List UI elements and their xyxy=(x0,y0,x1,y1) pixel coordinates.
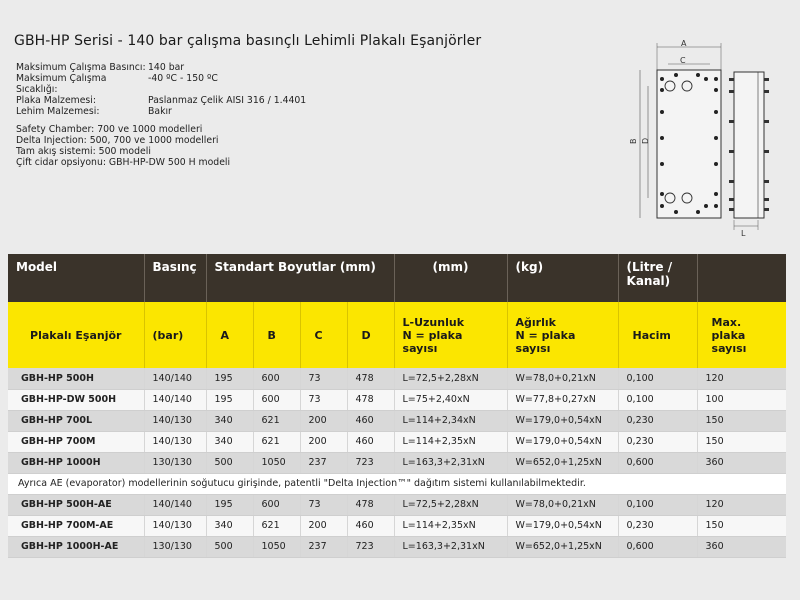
table-cell: W=78,0+0,21xN xyxy=(507,368,618,389)
table-cell: 120 xyxy=(697,494,786,515)
subheader-d: D xyxy=(347,302,394,368)
table-cell: 120 xyxy=(697,368,786,389)
table-row xyxy=(8,431,786,452)
table-row xyxy=(8,536,786,557)
subheader-volume: Hacim xyxy=(618,302,697,368)
model-cell: GBH-HP 700L xyxy=(8,410,144,431)
note-item: Safety Chamber: 700 ve 1000 modelleri xyxy=(16,124,203,135)
table-cell: 140/130 xyxy=(144,515,206,536)
table-cell: 723 xyxy=(347,452,394,473)
model-cell: GBH-HP 700M-AE xyxy=(8,515,144,536)
table-cell: 73 xyxy=(300,368,347,389)
notice-text: Ayrıca AE (evaporator) modellerinin soğutucu girişinde, patentli "Delta Injection™" dağıtım sistemi kullanılabilmektedir. xyxy=(8,473,786,494)
table-cell: 140/140 xyxy=(144,368,206,389)
table-cell: 150 xyxy=(697,515,786,536)
table-cell: W=179,0+0,54xN xyxy=(507,431,618,452)
table-row xyxy=(8,515,786,536)
header-empty xyxy=(697,254,786,302)
table-cell: L=114+2,34xN xyxy=(394,410,507,431)
spec-value: Paslanmaz Çelik AISI 316 / 1.4401 xyxy=(148,95,307,106)
table-row xyxy=(8,368,786,389)
table-cell: 130/130 xyxy=(144,536,206,557)
dim-label-c: C xyxy=(680,56,686,65)
table-cell: L=72,5+2,28xN xyxy=(394,368,507,389)
table-cell: 621 xyxy=(253,431,300,452)
table-cell: 0,100 xyxy=(618,368,697,389)
spec-row xyxy=(16,73,306,95)
table-cell: 140/140 xyxy=(144,494,206,515)
table-cell: L=114+2,35xN xyxy=(394,431,507,452)
model-cell: GBH-HP 1000H-AE xyxy=(8,536,144,557)
spec-row xyxy=(16,95,306,106)
table-cell: 621 xyxy=(253,410,300,431)
table-cell: 478 xyxy=(347,368,394,389)
product-table xyxy=(8,254,786,558)
note-item: Delta Injection: 500, 700 ve 1000 modelleri xyxy=(16,135,219,146)
page-title: GBH-HP Serisi - 140 bar çalışma basınçlı Lehimli Plakalı Eşanjörler xyxy=(14,33,482,49)
spec-row xyxy=(16,106,306,117)
table-cell: L=163,3+2,31xN xyxy=(394,452,507,473)
spec-row xyxy=(16,62,306,73)
table-cell: 340 xyxy=(206,431,253,452)
spec-key: Maksimum Çalışma Sıcaklığı: xyxy=(16,73,107,95)
spec-value: 140 bar xyxy=(148,62,185,73)
table-cell: 195 xyxy=(206,389,253,410)
subheader-plate-exchanger: Plakalı Eşanjör xyxy=(8,302,144,368)
note-item: Tam akış sistemi: 500 modeli xyxy=(16,146,151,157)
table-row xyxy=(8,452,786,473)
specs-list xyxy=(16,62,306,117)
table-cell: 100 xyxy=(697,389,786,410)
subheader-a: A xyxy=(206,302,253,368)
table-cell: 150 xyxy=(697,410,786,431)
table-cell: 200 xyxy=(300,431,347,452)
table-cell: 0,600 xyxy=(618,452,697,473)
subheader-b: B xyxy=(253,302,300,368)
table-row xyxy=(8,494,786,515)
table-cell: 600 xyxy=(253,389,300,410)
table-cell: 73 xyxy=(300,494,347,515)
table-cell: W=652,0+1,25xN xyxy=(507,536,618,557)
table-cell: 237 xyxy=(300,452,347,473)
table-cell: 130/130 xyxy=(144,452,206,473)
table-cell: 237 xyxy=(300,536,347,557)
table-cell: 0,230 xyxy=(618,515,697,536)
table-row xyxy=(8,410,786,431)
table-cell: 500 xyxy=(206,536,253,557)
header-model: Model xyxy=(8,254,144,302)
table-cell: 600 xyxy=(253,368,300,389)
table-cell: 0,230 xyxy=(618,431,697,452)
table-cell: 0,230 xyxy=(618,410,697,431)
table-cell: 200 xyxy=(300,410,347,431)
table-cell: 140/130 xyxy=(144,431,206,452)
dim-label-b: B xyxy=(629,138,638,144)
table-cell: 140/140 xyxy=(144,389,206,410)
header-standard-dimensions: Standart Boyutlar (mm) xyxy=(206,254,394,302)
table-cell: 460 xyxy=(347,431,394,452)
header-litre-channel: (Litre / Kanal) xyxy=(618,254,697,302)
table-cell: L=163,3+2,31xN xyxy=(394,536,507,557)
subheader-length: L-Uzunluk N = plaka sayısı xyxy=(394,302,507,368)
dim-label-a: A xyxy=(681,39,687,48)
model-cell: GBH-HP 700M xyxy=(8,431,144,452)
table-header-row xyxy=(8,254,786,302)
spec-value: -40 ºC - 150 ºC xyxy=(148,73,218,84)
model-cell: GBH-HP-DW 500H xyxy=(8,389,144,410)
table-cell: 200 xyxy=(300,515,347,536)
table-cell: 600 xyxy=(253,494,300,515)
model-cell: GBH-HP 1000H xyxy=(8,452,144,473)
subheader-bar: (bar) xyxy=(144,302,206,368)
spec-value: Bakır xyxy=(148,106,172,117)
heat-exchanger-diagram xyxy=(620,30,795,240)
dim-label-l: L xyxy=(741,229,746,238)
notes-list xyxy=(16,124,230,168)
model-cell: GBH-HP 500H-AE xyxy=(8,494,144,515)
dim-label-d: D xyxy=(641,137,650,144)
table-cell: 195 xyxy=(206,494,253,515)
table-cell: 1050 xyxy=(253,452,300,473)
table-cell: 150 xyxy=(697,431,786,452)
table-cell: 621 xyxy=(253,515,300,536)
table-cell: W=652,0+1,25xN xyxy=(507,452,618,473)
table-cell: 340 xyxy=(206,410,253,431)
subheader-weight: Ağırlık N = plaka sayısı xyxy=(507,302,618,368)
table-subheader-row xyxy=(8,302,786,368)
spec-key: Plaka Malzemesi: xyxy=(16,95,96,106)
subheader-max-plates: Max. plaka sayısı xyxy=(697,302,786,368)
table-cell: W=78,0+0,21xN xyxy=(507,494,618,515)
table-cell: L=114+2,35xN xyxy=(394,515,507,536)
spec-key: Lehim Malzemesi: xyxy=(16,106,100,117)
table-cell: W=77,8+0,27xN xyxy=(507,389,618,410)
header-kg: (kg) xyxy=(507,254,618,302)
table-row xyxy=(8,389,786,410)
table-cell: L=75+2,40xN xyxy=(394,389,507,410)
table-cell: 460 xyxy=(347,515,394,536)
table-cell: W=179,0+0,54xN xyxy=(507,515,618,536)
table-cell: 0,600 xyxy=(618,536,697,557)
table-cell: 0,100 xyxy=(618,494,697,515)
table-cell: 460 xyxy=(347,410,394,431)
header-pressure: Basınç xyxy=(144,254,206,302)
table-cell: 1050 xyxy=(253,536,300,557)
table-cell: 500 xyxy=(206,452,253,473)
model-cell: GBH-HP 500H xyxy=(8,368,144,389)
table-cell: 360 xyxy=(697,536,786,557)
table-notice-row xyxy=(8,473,786,494)
table-cell: 195 xyxy=(206,368,253,389)
table-cell: 0,100 xyxy=(618,389,697,410)
spec-key: Maksimum Çalışma Basıncı: xyxy=(16,62,146,73)
table-cell: 723 xyxy=(347,536,394,557)
table-cell: 478 xyxy=(347,494,394,515)
table-cell: 73 xyxy=(300,389,347,410)
table-cell: 340 xyxy=(206,515,253,536)
header-mm: (mm) xyxy=(394,254,507,302)
subheader-c: C xyxy=(300,302,347,368)
table-cell: W=179,0+0,54xN xyxy=(507,410,618,431)
note-item: Çift cidar opsiyonu: GBH-HP-DW 500 H modeli xyxy=(16,157,231,168)
table-cell: 478 xyxy=(347,389,394,410)
table-cell: L=72,5+2,28xN xyxy=(394,494,507,515)
table-cell: 140/130 xyxy=(144,410,206,431)
table-cell: 360 xyxy=(697,452,786,473)
